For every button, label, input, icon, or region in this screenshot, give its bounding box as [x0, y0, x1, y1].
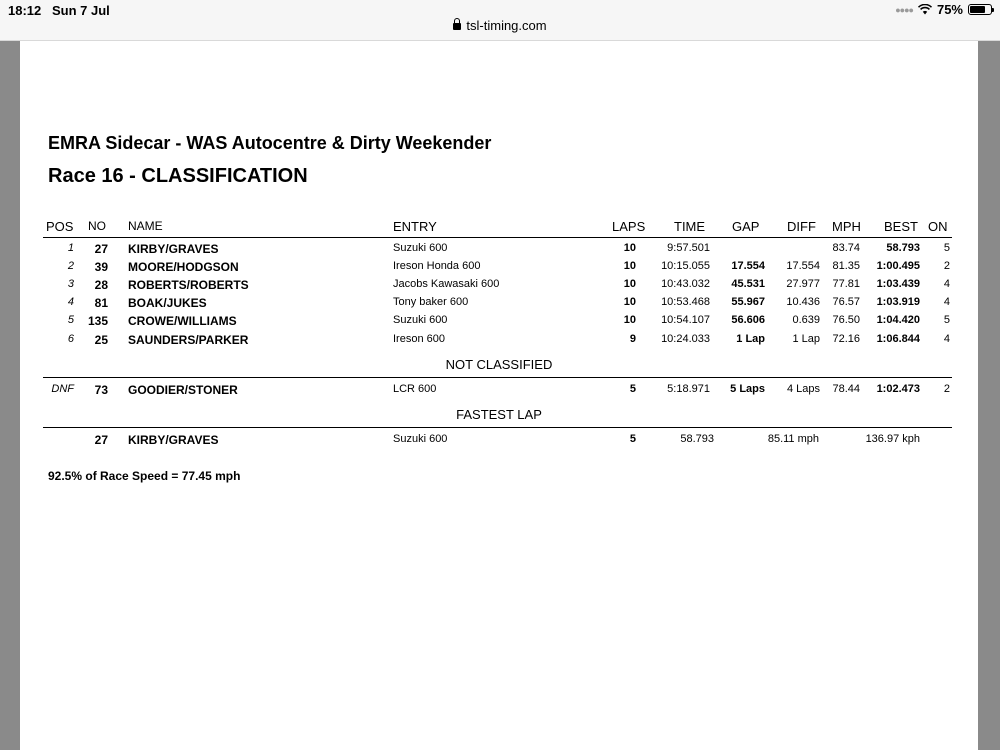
cell-best: 58.793: [886, 242, 920, 254]
cell-mph: 81.35: [832, 260, 860, 272]
cell-no: 28: [94, 278, 108, 292]
cell-on: 2: [943, 260, 950, 272]
cell-time: 10:54.107: [661, 314, 710, 326]
date: Sun 7 Jul: [52, 3, 110, 18]
clock: 18:12: [8, 3, 42, 18]
cell-laps: 10: [623, 242, 636, 254]
cell-entry: Tony baker 600: [393, 296, 469, 308]
cell-no: 135: [87, 314, 108, 328]
lock-icon: [453, 23, 461, 30]
cell-pos: 5: [67, 314, 74, 326]
cell-mph: 76.57: [832, 296, 860, 308]
cell-on: 2: [943, 383, 950, 395]
cell-laps: 10: [623, 296, 636, 308]
cell-entry: Jacobs Kawasaki 600: [393, 278, 500, 290]
cell-name: BOAK/JUKES: [128, 296, 207, 310]
signal-icon: ●●●●: [895, 4, 913, 15]
cell-gap: 5 Laps: [730, 383, 765, 395]
cell-mph: 76.50: [832, 314, 860, 326]
battery-percent: 75%: [936, 2, 963, 17]
cell-laps: 9: [629, 333, 636, 345]
cell-name: CROWE/WILLIAMS: [128, 314, 237, 328]
cell-on: 4: [943, 296, 950, 308]
cell-name: MOORE/HODGSON: [128, 260, 239, 274]
address-bar[interactable]: [0, 18, 1000, 33]
cell-lap: 5: [629, 433, 636, 445]
wifi-icon: [918, 4, 932, 15]
fastest-lap-row: [20, 433, 978, 451]
header-entry: ENTRY: [393, 219, 437, 234]
cell-mph: 77.81: [832, 278, 860, 290]
event-title: EMRA Sidecar - WAS Autocentre & Dirty Weekender: [48, 133, 492, 153]
cell-diff: 0.639: [792, 314, 820, 326]
cell-entry: Ireson 600: [393, 333, 445, 345]
header-name: NAME: [128, 219, 163, 233]
header-gap: GAP: [732, 219, 760, 234]
cell-entry: Ireson Honda 600: [393, 260, 481, 272]
not-classified-divider: [43, 377, 952, 378]
cell-gap: 1 Lap: [736, 333, 765, 345]
cell-no: 39: [94, 260, 108, 274]
battery-level: [970, 6, 985, 13]
table-row: [20, 314, 978, 332]
cell-no: 27: [94, 242, 108, 256]
status-indicators: [895, 2, 992, 17]
cell-pos: DNF: [51, 383, 74, 395]
cell-time: 10:15.055: [661, 260, 710, 272]
cell-name: KIRBY/GRAVES: [128, 242, 219, 256]
cell-on: 4: [943, 278, 950, 290]
cell-pos: 2: [67, 260, 74, 272]
header-time: TIME: [674, 219, 706, 234]
cell-time: 9:57.501: [667, 242, 710, 254]
header-best: BEST: [884, 219, 918, 234]
results-page: [20, 41, 978, 750]
cell-entry: Suzuki 600: [393, 433, 448, 445]
race-title: Race 16 - CLASSIFICATION: [48, 165, 308, 187]
cell-entry: Suzuki 600: [393, 314, 448, 326]
cell-no: 25: [94, 333, 108, 347]
cell-time: 10:43.032: [661, 278, 710, 290]
cell-best: 1:03.439: [876, 278, 920, 290]
header-laps: LAPS: [612, 219, 646, 234]
table-row: [20, 333, 978, 351]
cell-best: 1:02.473: [876, 383, 920, 395]
cell-name: ROBERTS/ROBERTS: [128, 278, 249, 292]
battery-icon: [968, 4, 992, 15]
cell-time: 10:53.468: [661, 296, 710, 308]
cell-on: 4: [943, 333, 950, 345]
cell-pos: 6: [67, 333, 74, 345]
cell-name: SAUNDERS/PARKER: [128, 333, 249, 347]
cell-mph: 72.16: [832, 333, 860, 345]
cell-diff: 17.554: [786, 260, 820, 272]
race-speed-note: 92.5% of Race Speed = 77.45 mph: [48, 469, 241, 483]
cell-best: 1:06.844: [876, 333, 920, 345]
cell-laps: 10: [623, 278, 636, 290]
not-classified-heading: NOT CLASSIFIED: [445, 357, 553, 372]
url-text: tsl-timing.com: [466, 18, 547, 33]
right-margin: [978, 41, 1000, 750]
cell-on: 5: [943, 314, 950, 326]
cell-speed-kph: 136.97 kph: [865, 433, 920, 445]
cell-diff: 27.977: [786, 278, 820, 290]
cell-gap: 56.606: [731, 314, 765, 326]
table-row: [20, 260, 978, 278]
header-divider: [43, 237, 952, 238]
cell-entry: Suzuki 600: [393, 242, 448, 254]
cell-laps: 5: [629, 383, 636, 395]
cell-name: GOODIER/STONER: [128, 383, 238, 397]
cell-laps: 10: [623, 314, 636, 326]
header-mph: MPH: [832, 219, 861, 234]
cell-gap: 17.554: [731, 260, 765, 272]
header-on: ON: [928, 219, 948, 234]
cell-gap: 45.531: [731, 278, 765, 290]
header-diff: DIFF: [787, 219, 816, 234]
cell-entry: LCR 600: [393, 383, 437, 395]
cell-pos: 3: [67, 278, 74, 290]
cell-mph: 78.44: [832, 383, 860, 395]
cell-diff: 1 Lap: [792, 333, 820, 345]
table-row: [20, 383, 978, 401]
left-margin: [0, 41, 20, 750]
cell-best: 1:04.420: [876, 314, 920, 326]
fastest-lap-heading: FASTEST LAP: [456, 407, 542, 422]
table-row: [20, 278, 978, 296]
fastest-lap-divider: [43, 427, 952, 428]
cell-speed-mph: 85.11 mph: [767, 433, 819, 445]
cell-time: 5:18.971: [667, 383, 710, 395]
cell-no: 27: [94, 433, 108, 447]
cell-time: 58.793: [680, 433, 714, 445]
status-bar: [0, 0, 1000, 41]
header-no: NO: [88, 219, 106, 233]
cell-time: 10:24.033: [661, 333, 710, 345]
cell-diff: 4 Laps: [786, 383, 820, 395]
table-row: [20, 296, 978, 314]
cell-no: 81: [94, 296, 108, 310]
cell-gap: 55.967: [731, 296, 765, 308]
cell-diff: 10.436: [786, 296, 820, 308]
cell-laps: 10: [623, 260, 636, 272]
cell-best: 1:03.919: [876, 296, 920, 308]
cell-pos: 4: [67, 296, 74, 308]
cell-no: 73: [94, 383, 108, 397]
cell-on: 5: [943, 242, 950, 254]
table-header: [20, 219, 978, 237]
table-row: [20, 242, 978, 260]
cell-pos: 1: [67, 242, 74, 254]
cell-best: 1:00.495: [876, 260, 920, 272]
cell-name: KIRBY/GRAVES: [128, 433, 219, 447]
cell-mph: 83.74: [832, 242, 860, 254]
header-pos: POS: [46, 219, 74, 234]
